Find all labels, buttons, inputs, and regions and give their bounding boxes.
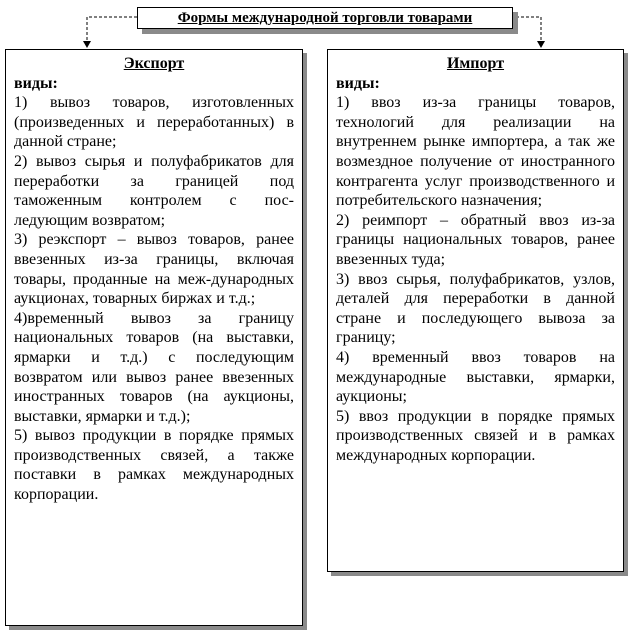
export-item-2: 2) вывоз сырья и полуфабрикатов для переработки за границей под таможенным контролем с пос-ледующим возвратом; [14,152,294,229]
export-box [5,49,303,626]
import-item-2: 2) реимпорт – обратный ввоз из-за границы национальных товаров, ранее ввезенных туда; [336,211,615,268]
export-heading: Экспорт [123,55,185,72]
export-item-3: 3) реэкспорт – вывоз товаров, ранее ввезенных из-за границы, включая товары, проданные на меж-дународных аукционах, товарных биржах и т.д.; [14,231,294,308]
import-item-1: 1) ввоз из-за границы товаров, технологий для реализации на внутреннем рынке импортера, а так же возмездное получение от иностранного контрагента услуг производственного и потребительского назначения; [336,94,615,210]
import-item-4: 4) временный ввоз товаров на международные выставки, ярмарки, аукционы; [336,348,615,406]
import-item-5: 5) ввоз продукции в порядке прямых производственных связей и в рамках международных корпорации. [336,407,615,464]
export-item-5: 5) вывоз продукции в порядке прямых производственных связей, а также поставки в рамках международных корпорации. [14,427,294,504]
export-item-4: 4)временный вывоз за границу национальных товаров (на выставки, ярмарки и т.д.) с последующим возвратом или вывоз ранее ввезенных иностранных товаров (на аукционы, выставки, ярмарки и т.д.); [14,309,294,425]
import-item-3: 3) ввоз сырья, полуфабрикатов, узлов, деталей для переработки в данной стране и последующего вывоза за границу; [336,270,615,347]
import-box [327,49,624,572]
diagram-title: Формы международной торговли товарами [137,7,513,29]
export-item-1: 1) вывоз товаров, изготовленных (произведенных и переработанных) в данной стране; [14,94,294,151]
import-heading: Импорт [446,55,505,72]
export-kinds-label: виды: [14,74,58,92]
arrow-to-export [83,41,91,48]
import-kinds-label: виды: [336,74,380,92]
arrow-to-import [537,41,545,48]
